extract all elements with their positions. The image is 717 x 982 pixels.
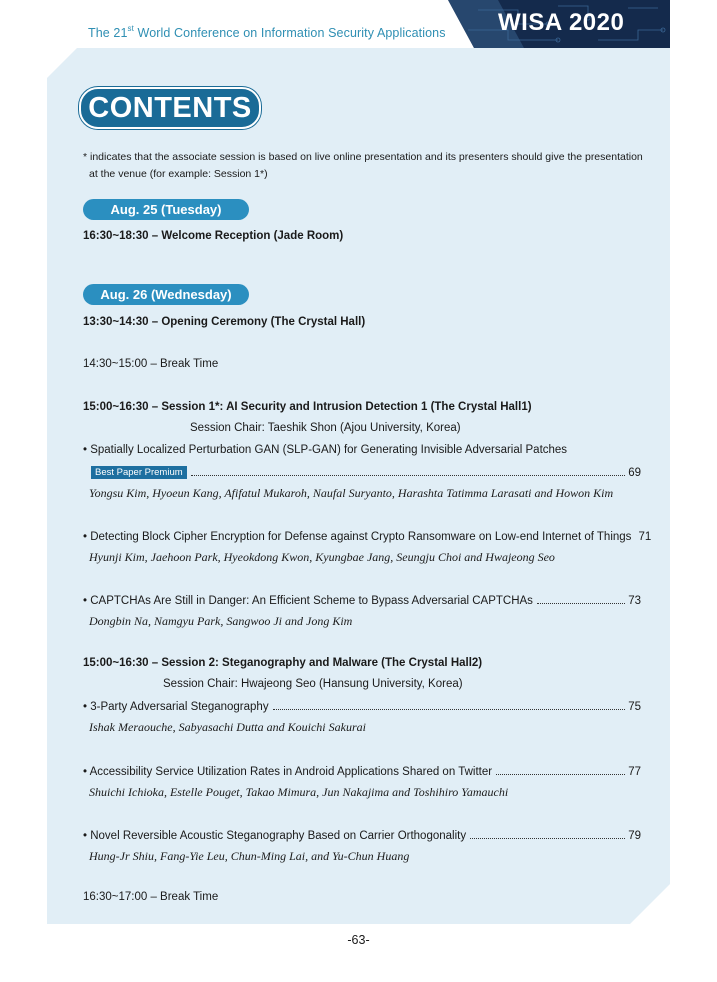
paper-authors: Shuichi Ichioka, Estelle Pouget, Takao Mimura, Jun Nakajima and Toshihiro Yamauchi: [89, 785, 509, 799]
paper-entry: [83, 527, 652, 543]
paper-entry: [83, 591, 641, 607]
schedule-item: 16:30~18:30 – Welcome Reception (Jade Room): [83, 230, 344, 242]
paper-entry: [83, 762, 641, 778]
schedule-item: 13:30~14:30 – Opening Ceremony (The Crystal Hall): [83, 316, 366, 328]
schedule-item: 16:30~17:00 – Break Time: [83, 891, 219, 903]
paper-title: • CAPTCHAs Are Still in Danger: An Efficient Scheme to Bypass Adversarial CAPTCHAs: [83, 595, 533, 607]
paper-authors: Ishak Meraouche, Sabyasachi Dutta and Kouichi Sakurai: [89, 720, 366, 734]
session-chair: Session Chair: Taeshik Shon (Ajou University, Korea): [190, 422, 461, 434]
session-title: 15:00~16:30 – Session 1*: AI Security and Intrusion Detection 1 (The Crystal Hall1): [83, 401, 532, 413]
leader-dots: [537, 603, 625, 604]
page-ref[interactable]: 75: [628, 701, 641, 713]
session-note: * indicates that the associate session is based on live online presentation and its presenters should give the presentation at the venue (for example: Session 1*): [83, 151, 643, 180]
page-ref[interactable]: 77: [628, 766, 641, 778]
paper-entry: [83, 826, 641, 842]
contents-heading: CONTENTS: [79, 87, 261, 129]
session-chair: Session Chair: Hwajeong Seo (Hansung University, Korea): [163, 678, 463, 690]
award-badge: Best Paper Premium: [91, 466, 187, 479]
page-ref[interactable]: 69: [628, 467, 641, 479]
paper-title: • 3-Party Adversarial Steganography: [83, 701, 269, 713]
date-badge-aug26: Aug. 26 (Wednesday): [83, 284, 249, 305]
paper-title: • Novel Reversible Acoustic Steganography Based on Carrier Orthogonality: [83, 830, 467, 842]
banner-title: WISA 2020: [498, 9, 625, 36]
conference-title: The 21st World Conference on Information Security Applications: [88, 24, 446, 41]
page-number: -63-: [347, 933, 370, 947]
leader-dots: [273, 709, 626, 710]
paper-entry: [83, 697, 641, 713]
session-title: 15:00~16:30 – Session 2: Steganography and Malware (The Crystal Hall2): [83, 657, 483, 669]
date-badge-aug25: Aug. 25 (Tuesday): [83, 199, 249, 220]
paper-title: • Accessibility Service Utilization Rates in Android Applications Shared on Twitter: [83, 766, 493, 778]
page-ref[interactable]: 73: [628, 595, 641, 607]
paper-authors: Hyunji Kim, Jaehoon Park, Hyeokdong Kwon, Kyungbae Jang, Seungju Choi and Hwajeong Seo: [89, 550, 555, 564]
page-ref[interactable]: 71: [638, 531, 652, 543]
paper-title: • Detecting Block Cipher Encryption for Defense against Crypto Ransomware on Low-end Internet of Things: [83, 531, 632, 543]
paper-authors: Yongsu Kim, Hyoeun Kang, Afifatul Mukaroh, Naufal Suryanto, Harashta Tatimma Larasati and Howon Kim: [89, 486, 614, 500]
paper-entry: [83, 463, 641, 479]
paper-authors: Dongbin Na, Namgyu Park, Sangwoo Ji and Jong Kim: [89, 614, 353, 628]
schedule-item: 14:30~15:00 – Break Time: [83, 358, 219, 370]
paper-title: • Spatially Localized Perturbation GAN (SLP-GAN) for Generating Invisible Adversarial Patches: [83, 444, 568, 456]
leader-dots: [191, 475, 626, 476]
leader-dots: [496, 774, 625, 775]
paper-authors: Hung-Jr Shiu, Fang-Yie Leu, Chun-Ming Lai, and Yu-Chun Huang: [89, 849, 410, 863]
page-ref[interactable]: 79: [628, 830, 641, 842]
leader-dots: [470, 838, 625, 839]
